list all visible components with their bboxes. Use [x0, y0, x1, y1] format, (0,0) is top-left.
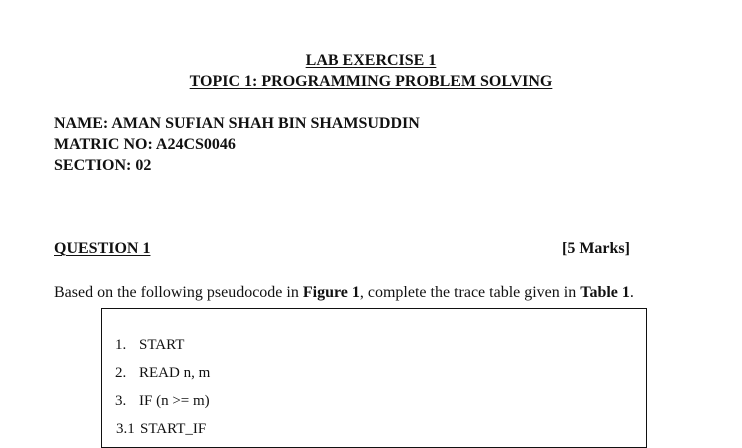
- step-text: START_IF: [140, 421, 207, 437]
- question-instruction: [54, 284, 634, 302]
- instruction-text-1: Based on the following pseudocode in: [54, 284, 303, 301]
- step-text: IF (n >= m): [139, 393, 210, 409]
- table-reference: Table 1: [580, 284, 630, 301]
- lab-title: LAB EXERCISE 1: [305, 52, 437, 69]
- pseudocode-figure-box: [101, 308, 647, 448]
- instruction-text-3: .: [629, 284, 634, 301]
- pseudocode-step: [116, 421, 206, 438]
- step-number: 1.: [115, 337, 127, 353]
- section-number: SECTION: 02: [54, 157, 152, 174]
- figure-reference: Figure 1: [302, 284, 360, 301]
- step-number: 3.1: [116, 421, 135, 437]
- pseudocode-step: [115, 337, 184, 354]
- pseudocode-step: [115, 365, 210, 382]
- matric-number: MATRIC NO: A24CS0046: [54, 136, 236, 153]
- question-heading: QUESTION 1: [54, 240, 151, 257]
- instruction-text-2: , complete the trace table given in: [359, 284, 581, 301]
- question-marks: [5 Marks]: [562, 240, 630, 257]
- topic-title: TOPIC 1: PROGRAMMING PROBLEM SOLVING: [189, 73, 553, 90]
- pseudocode-step: [115, 393, 210, 410]
- student-name: NAME: AMAN SUFIAN SHAH BIN SHAMSUDDIN: [54, 115, 420, 132]
- step-text: START: [139, 337, 185, 353]
- step-number: 2.: [115, 365, 127, 381]
- step-text: READ n, m: [139, 365, 211, 381]
- step-number: 3.: [115, 393, 127, 409]
